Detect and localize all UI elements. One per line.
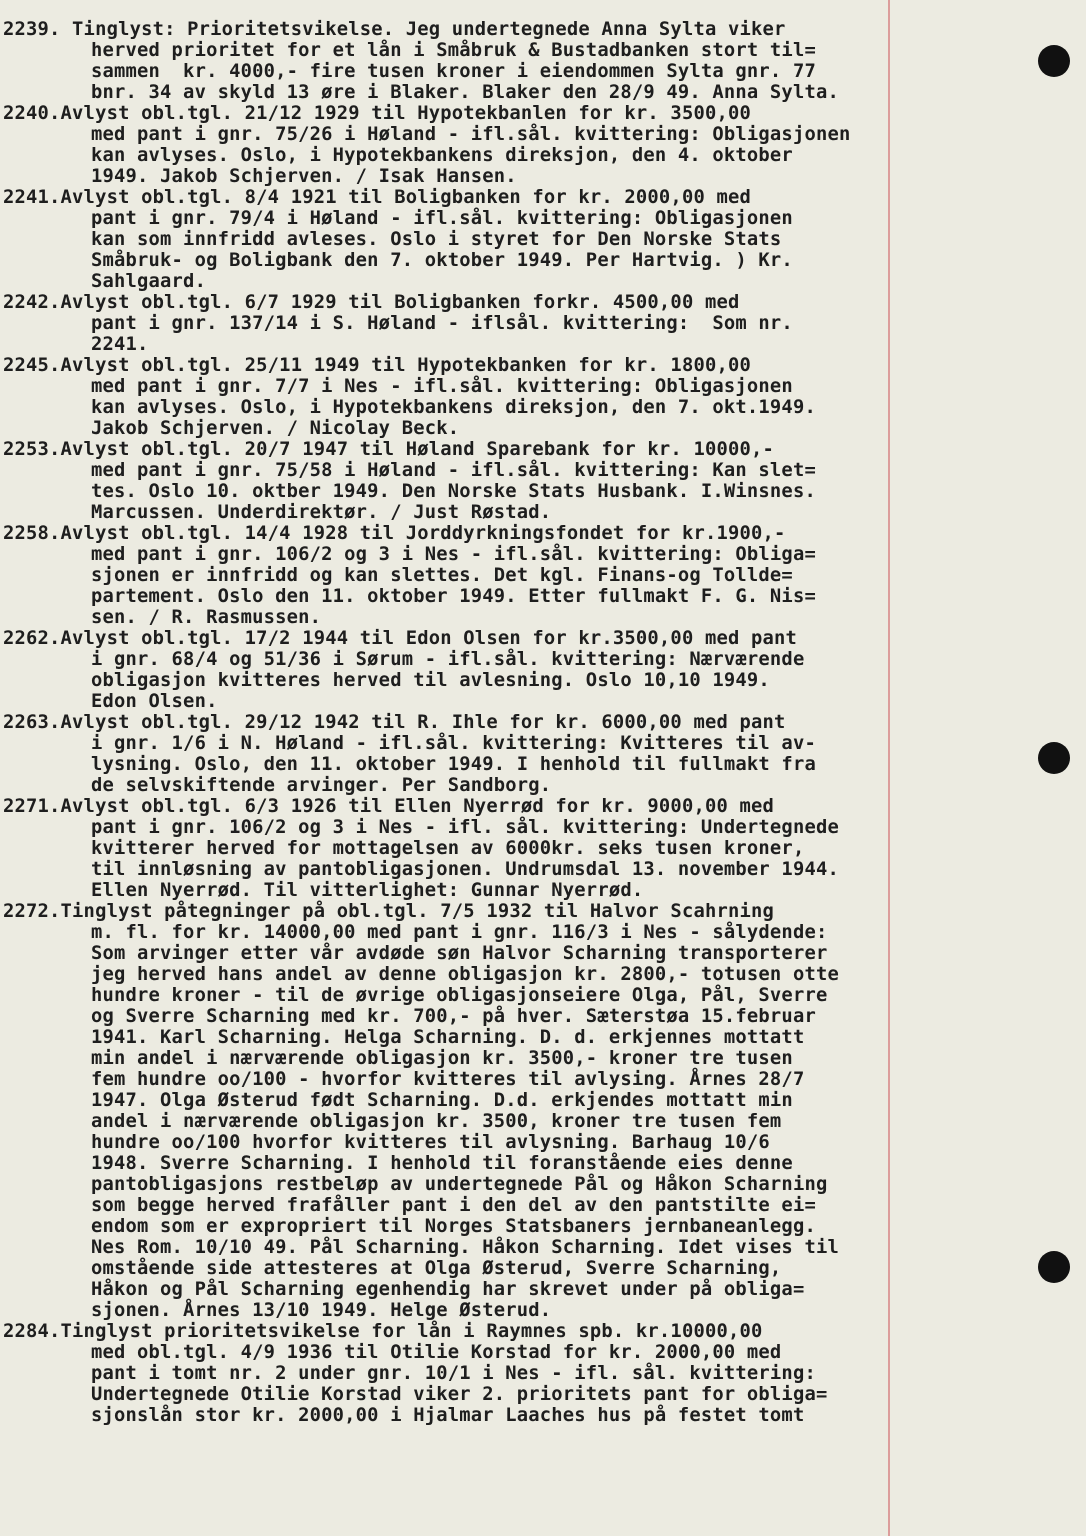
entry-text: min andel i nærværende obligasjon kr. 3500,- kroner tre tusen bbox=[91, 1048, 793, 1069]
entry-text: 2241. bbox=[91, 334, 149, 355]
entry-line bbox=[3, 607, 1003, 628]
register-entry bbox=[3, 187, 1003, 292]
entry-line bbox=[3, 565, 1003, 586]
entry-line bbox=[3, 145, 1003, 166]
entry-line bbox=[3, 40, 1003, 61]
entry-number: 2240. bbox=[3, 103, 61, 124]
entry-text: lysning. Oslo, den 11. oktober 1949. I henhold til fullmakt fra bbox=[91, 754, 816, 775]
entry-number: 2239. bbox=[3, 19, 61, 40]
register-entry bbox=[3, 796, 1003, 901]
entry-text: kan som innfridd avleses. Oslo i styret for Den Norske Stats bbox=[91, 229, 782, 250]
entry-line bbox=[3, 229, 1003, 250]
entry-line bbox=[3, 691, 1003, 712]
entry-first-line bbox=[3, 901, 1003, 922]
entry-text: Som arvinger etter vår avdøde søn Halvor Scharning transporterer bbox=[91, 943, 828, 964]
entry-text: Avlyst obl.tgl. 6/3 1926 til Ellen Nyerrød for kr. 9000,00 med bbox=[60, 796, 774, 817]
entry-line bbox=[3, 1279, 1003, 1300]
entry-first-line bbox=[3, 628, 1003, 649]
entry-line bbox=[3, 208, 1003, 229]
entry-number: 2263. bbox=[3, 712, 61, 733]
entry-line bbox=[3, 1027, 1003, 1048]
entry-text: sjonen er innfridd og kan slettes. Det kgl. Finans-og Tollde= bbox=[91, 565, 793, 586]
entry-line bbox=[3, 250, 1003, 271]
entry-line bbox=[3, 544, 1003, 565]
entry-number: 2262. bbox=[3, 628, 61, 649]
entry-text: sen. / R. Rasmussen. bbox=[91, 607, 322, 628]
entry-number: 2241. bbox=[3, 187, 61, 208]
entry-text: Småbruk- og Boligbank den 7. oktober 1949. Per Hartvig. ) Kr. bbox=[91, 250, 793, 271]
entry-line bbox=[3, 334, 1003, 355]
entry-text: 1948. Sverre Scharning. I henhold til foranstående eies denne bbox=[91, 1153, 793, 1174]
register-entry bbox=[3, 1321, 1003, 1426]
entry-first-line bbox=[3, 523, 1003, 544]
entry-line bbox=[3, 985, 1003, 1006]
entry-line bbox=[3, 880, 1003, 901]
entry-line bbox=[3, 1132, 1003, 1153]
entry-line bbox=[3, 376, 1003, 397]
entry-text: kvitterer herved for mottagelsen av 6000kr. seks tusen kroner, bbox=[91, 838, 805, 859]
entry-text: Tinglyst prioritetsvikelse for lån i Raymnes spb. kr.10000,00 bbox=[60, 1321, 763, 1342]
entry-line bbox=[3, 649, 1003, 670]
entry-text: kan avlyses. Oslo, i Hypotekbankens direksjon, den 4. oktober bbox=[91, 145, 793, 166]
entry-text: Avlyst obl.tgl. 8/4 1921 til Boligbanken for kr. 2000,00 med bbox=[60, 187, 751, 208]
entry-text: hundre oo/100 hvorfor kvitteres til avlysning. Barhaug 10/6 bbox=[91, 1132, 770, 1153]
entry-text: hundre kroner - til de øvrige obligasjonseiere Olga, Pål, Sverre bbox=[91, 985, 828, 1006]
entry-text: 1941. Karl Scharning. Helga Scharning. D. d. erkjennes mottatt bbox=[91, 1027, 805, 1048]
entry-line bbox=[3, 1405, 1003, 1426]
entry-line bbox=[3, 1258, 1003, 1279]
entry-text: Avlyst obl.tgl. 14/4 1928 til Jorddyrkningsfondet for kr.1900,- bbox=[60, 523, 786, 544]
entry-first-line bbox=[3, 712, 1003, 733]
entry-number: 2242. bbox=[3, 292, 61, 313]
entry-text: m. fl. for kr. 14000,00 med pant i gnr. 116/3 i Nes - sålydende: bbox=[91, 922, 828, 943]
entry-text: Tinglyst påtegninger på obl.tgl. 7/5 1932 til Halvor Scahrning bbox=[60, 901, 774, 922]
entry-text: med pant i gnr. 75/26 i Høland - ifl.sål. kvittering: Obligasjonen bbox=[91, 124, 851, 145]
entry-line bbox=[3, 964, 1003, 985]
entry-text: som begge herved frafåller pant i den del av den pantstilte ei= bbox=[91, 1195, 816, 1216]
entry-text: partement. Oslo den 11. oktober 1949. Etter fullmakt F. G. Nis= bbox=[91, 586, 816, 607]
entry-line bbox=[3, 313, 1003, 334]
entry-text: Sahlgaard. bbox=[91, 271, 207, 292]
entry-text: bnr. 34 av skyld 13 øre i Blaker. Blaker den 28/9 49. Anna Sylta. bbox=[91, 82, 839, 103]
entry-text: i gnr. 1/6 i N. Høland - ifl.sål. kvittering: Kvitteres til av- bbox=[91, 733, 816, 754]
entry-line bbox=[3, 670, 1003, 691]
entry-line bbox=[3, 1153, 1003, 1174]
entry-text: andel i nærværende obligasjon kr. 3500, kroner tre tusen fem bbox=[91, 1111, 782, 1132]
entry-number: 2245. bbox=[3, 355, 61, 376]
entry-text: Nes Rom. 10/10 49. Pål Scharning. Håkon Scharning. Idet vises til bbox=[91, 1237, 839, 1258]
entry-line bbox=[3, 82, 1003, 103]
entry-text: Avlyst obl.tgl. 25/11 1949 til Hypotekbanken for kr. 1800,00 bbox=[60, 355, 751, 376]
entry-line bbox=[3, 838, 1003, 859]
entry-text: tes. Oslo 10. oktber 1949. Den Norske Stats Husbank. I.Winsnes. bbox=[91, 481, 816, 502]
punch-hole bbox=[1038, 45, 1070, 77]
entry-line bbox=[3, 1006, 1003, 1027]
entry-text: Håkon og Pål Scharning egenhendig har skrevet under på obliga= bbox=[91, 1279, 805, 1300]
entry-text: Avlyst obl.tgl. 20/7 1947 til Høland Sparebank for kr. 10000,- bbox=[60, 439, 774, 460]
entry-text: fem hundre oo/100 - hvorfor kvitteres til avlysing. Årnes 28/7 bbox=[91, 1069, 805, 1090]
entry-line bbox=[3, 817, 1003, 838]
entry-text: omstående side attesteres at Olga Østerud, Sverre Scharning, bbox=[91, 1258, 782, 1279]
entry-line bbox=[3, 1069, 1003, 1090]
entry-line bbox=[3, 502, 1003, 523]
entry-line bbox=[3, 586, 1003, 607]
entry-text: obligasjon kvitteres herved til avlesning. Oslo 10,10 1949. bbox=[91, 670, 770, 691]
entry-text: de selvskiftende arvinger. Per Sandborg. bbox=[91, 775, 552, 796]
entry-line bbox=[3, 1300, 1003, 1321]
entry-text: 1949. Jakob Schjerven. / Isak Hansen. bbox=[91, 166, 517, 187]
entry-line bbox=[3, 943, 1003, 964]
entry-line bbox=[3, 124, 1003, 145]
register-entry bbox=[3, 901, 1003, 1321]
entry-text: sammen kr. 4000,- fire tusen kroner i eiendommen Sylta gnr. 77 bbox=[91, 61, 816, 82]
entry-line bbox=[3, 271, 1003, 292]
entry-text: sjonslån stor kr. 2000,00 i Hjalmar Laaches hus på festet tomt bbox=[91, 1405, 805, 1426]
entry-number: 2253. bbox=[3, 439, 61, 460]
entry-text: jeg herved hans andel av denne obligasjon kr. 2800,- totusen otte bbox=[91, 964, 839, 985]
entry-text: Avlyst obl.tgl. 17/2 1944 til Edon Olsen for kr.3500,00 med pant bbox=[60, 628, 798, 649]
entry-first-line bbox=[3, 19, 1003, 40]
punch-hole bbox=[1038, 1251, 1070, 1283]
entry-text: Avlyst obl.tgl. 6/7 1929 til Boligbanken forkr. 4500,00 med bbox=[60, 292, 740, 313]
entry-text: med pant i gnr. 7/7 i Nes - ifl.sål. kvittering: Obligasjonen bbox=[91, 376, 793, 397]
register-entry bbox=[3, 103, 1003, 187]
entry-line bbox=[3, 166, 1003, 187]
register-entry bbox=[3, 355, 1003, 439]
entry-text: Jakob Schjerven. / Nicolay Beck. bbox=[91, 418, 460, 439]
entry-line bbox=[3, 418, 1003, 439]
entry-line bbox=[3, 61, 1003, 82]
entry-line bbox=[3, 397, 1003, 418]
punch-hole bbox=[1038, 742, 1070, 774]
entry-text: kan avlyses. Oslo, i Hypotekbankens direksjon, den 7. okt.1949. bbox=[91, 397, 816, 418]
register-entry bbox=[3, 19, 1003, 103]
entry-line bbox=[3, 1384, 1003, 1405]
entry-number: 2272. bbox=[3, 901, 61, 922]
entry-line bbox=[3, 859, 1003, 880]
entry-text: pant i gnr. 137/14 i S. Høland - iflsål. kvittering: Som nr. bbox=[91, 313, 793, 334]
entry-text: i gnr. 68/4 og 51/36 i Sørum - ifl.sål. kvittering: Nærværende bbox=[91, 649, 805, 670]
entry-text: pant i tomt nr. 2 under gnr. 10/1 i Nes - ifl. sål. kvittering: bbox=[91, 1363, 816, 1384]
entry-text: med pant i gnr. 75/58 i Høland - ifl.sål. kvittering: Kan slet= bbox=[91, 460, 816, 481]
entry-first-line bbox=[3, 103, 1003, 124]
register-entry bbox=[3, 523, 1003, 628]
entry-first-line bbox=[3, 292, 1003, 313]
entry-first-line bbox=[3, 187, 1003, 208]
entry-line bbox=[3, 481, 1003, 502]
entry-line bbox=[3, 775, 1003, 796]
entry-line bbox=[3, 1342, 1003, 1363]
entry-text: pant i gnr. 106/2 og 3 i Nes - ifl. sål. kvittering: Undertegnede bbox=[91, 817, 839, 838]
entry-line bbox=[3, 460, 1003, 481]
entry-text: Marcussen. Underdirektør. / Just Røstad. bbox=[91, 502, 552, 523]
entry-text: med obl.tgl. 4/9 1936 til Otilie Korstad for kr. 2000,00 med bbox=[91, 1342, 782, 1363]
register-entry bbox=[3, 628, 1003, 712]
entry-text: sjonen. Årnes 13/10 1949. Helge Østerud. bbox=[91, 1300, 552, 1321]
entry-text: med pant i gnr. 106/2 og 3 i Nes - ifl.sål. kvittering: Obliga= bbox=[91, 544, 816, 565]
entry-text: endom som er expropriert til Norges Statsbaners jernbaneanlegg. bbox=[91, 1216, 816, 1237]
entry-line bbox=[3, 1048, 1003, 1069]
register-entry bbox=[3, 439, 1003, 523]
entry-line bbox=[3, 733, 1003, 754]
register-text bbox=[3, 19, 1003, 1426]
entry-text: Avlyst obl.tgl. 21/12 1929 til Hypotekbanlen for kr. 3500,00 bbox=[60, 103, 751, 124]
entry-first-line bbox=[3, 355, 1003, 376]
entry-line bbox=[3, 1111, 1003, 1132]
entry-number: 2271. bbox=[3, 796, 61, 817]
entry-text: til innløsning av pantobligasjonen. Undrumsdal 13. november 1944. bbox=[91, 859, 839, 880]
entry-text: Avlyst obl.tgl. 29/12 1942 til R. Ihle for kr. 6000,00 med pant bbox=[60, 712, 786, 733]
entry-line bbox=[3, 1195, 1003, 1216]
entry-line bbox=[3, 1174, 1003, 1195]
entry-first-line bbox=[3, 439, 1003, 460]
entry-text: 1947. Olga Østerud født Scharning. D.d. erkjendes mottatt min bbox=[91, 1090, 793, 1111]
entry-text: Undertegnede Otilie Korstad viker 2. prioritets pant for obliga= bbox=[91, 1384, 828, 1405]
entry-line bbox=[3, 1090, 1003, 1111]
register-entry bbox=[3, 292, 1003, 355]
entry-text: Tinglyst: Prioritetsvikelse. Jeg undertegnede Anna Sylta viker bbox=[60, 19, 786, 40]
entry-line bbox=[3, 1363, 1003, 1384]
entry-first-line bbox=[3, 796, 1003, 817]
entry-text: Ellen Nyerrød. Til vitterlighet: Gunnar Nyerrød. bbox=[91, 880, 644, 901]
entry-line bbox=[3, 1216, 1003, 1237]
entry-text: og Sverre Scharning med kr. 700,- på hver. Sæterstøa 15.februar bbox=[91, 1006, 816, 1027]
entry-number: 2258. bbox=[3, 523, 61, 544]
entry-line bbox=[3, 754, 1003, 775]
entry-text: pant i gnr. 79/4 i Høland - ifl.sål. kvittering: Obligasjonen bbox=[91, 208, 793, 229]
entry-line bbox=[3, 922, 1003, 943]
entry-line bbox=[3, 1237, 1003, 1258]
entry-text: pantobligasjons restbeløp av undertegnede Pål og Håkon Scharning bbox=[91, 1174, 828, 1195]
entry-text: herved prioritet for et lån i Småbruk & Bustadbanken stort til= bbox=[91, 40, 816, 61]
entry-first-line bbox=[3, 1321, 1003, 1342]
entry-number: 2284. bbox=[3, 1321, 61, 1342]
entry-text: Edon Olsen. bbox=[91, 691, 218, 712]
register-entry bbox=[3, 712, 1003, 796]
